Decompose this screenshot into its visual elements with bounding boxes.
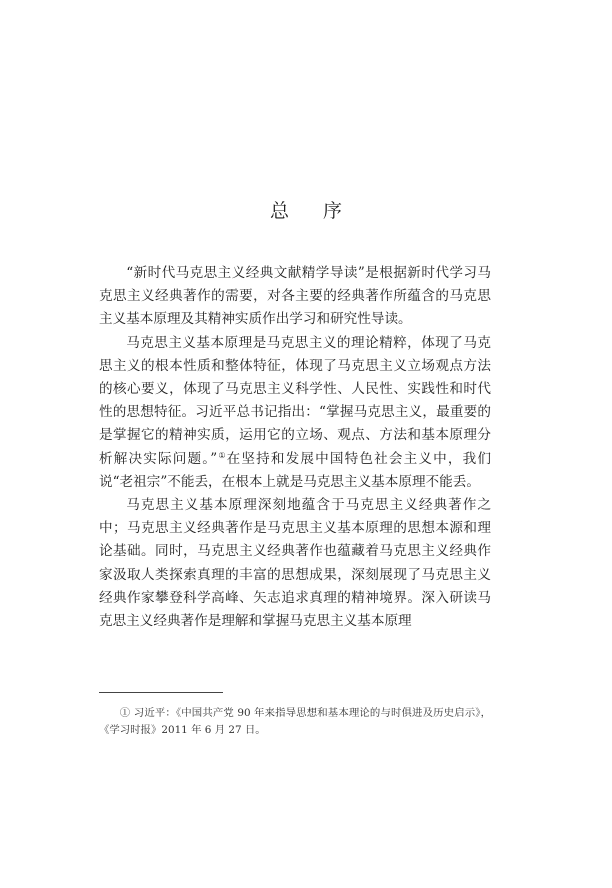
paragraph-2-text-after: 在坚持和发展中国特色社会主义中，我们说“老祖宗”不能丢，在根本上就是马克思主义基本原理不能丢。 xyxy=(99,450,492,490)
title-char-1: 总 xyxy=(269,200,289,222)
paragraph-2 xyxy=(99,332,491,494)
paragraph-3 xyxy=(99,494,491,633)
footnote-marker[interactable]: ① xyxy=(217,450,227,460)
footnote-divider xyxy=(99,692,223,693)
page-title xyxy=(0,198,612,224)
paragraph-1-text: “新时代马克思主义经典文献精学导读”是根据新时代学习马克思主义经典著作的需要，对各主要的经典著作所蕴含的马克思主义基本原理及其精神实质作出学习和研究性导读。 xyxy=(99,265,491,328)
title-char-2: 序 xyxy=(323,200,343,222)
footnote xyxy=(99,705,491,739)
footnote-text: ① 习近平：《中国共产党 90 年来指导思想和基本理论的与时俱进及历史启示》，《学习时报》2011 年 6 月 27 日。 xyxy=(99,707,491,736)
body-text xyxy=(99,262,491,633)
paragraph-3-text: 马克思主义基本原理深刻地蕴含于马克思主义经典著作之中；马克思主义经典著作是马克思主义基本原理的思想本源和理论基础。同时，马克思主义经典著作也蕴藏着马克思主义经典作家汲取人类探索真理的丰富的思想成果，深刻展现了马克思主义经典作家攀登科学高峰、矢志追求真理的精神境界。深入研读马克思主义经典著作是理解和掌握马克思主义基本原理 xyxy=(99,497,491,630)
paragraph-1 xyxy=(99,262,491,332)
paragraph-2-text-before: 马克思主义基本原理是马克思主义的理论精粹，体现了马克思主义的根本性质和整体特征，体现了马克思主义立场观点方法的核心要义，体现了马克思主义科学性、人民性、实践性和时代性的思想特征。习近平总书记指出：“掌握马克思主义，最重要的是掌握它的精神实质，运用它的立场、观点、方法和基本原理分析解决实际问题。” xyxy=(99,334,491,467)
